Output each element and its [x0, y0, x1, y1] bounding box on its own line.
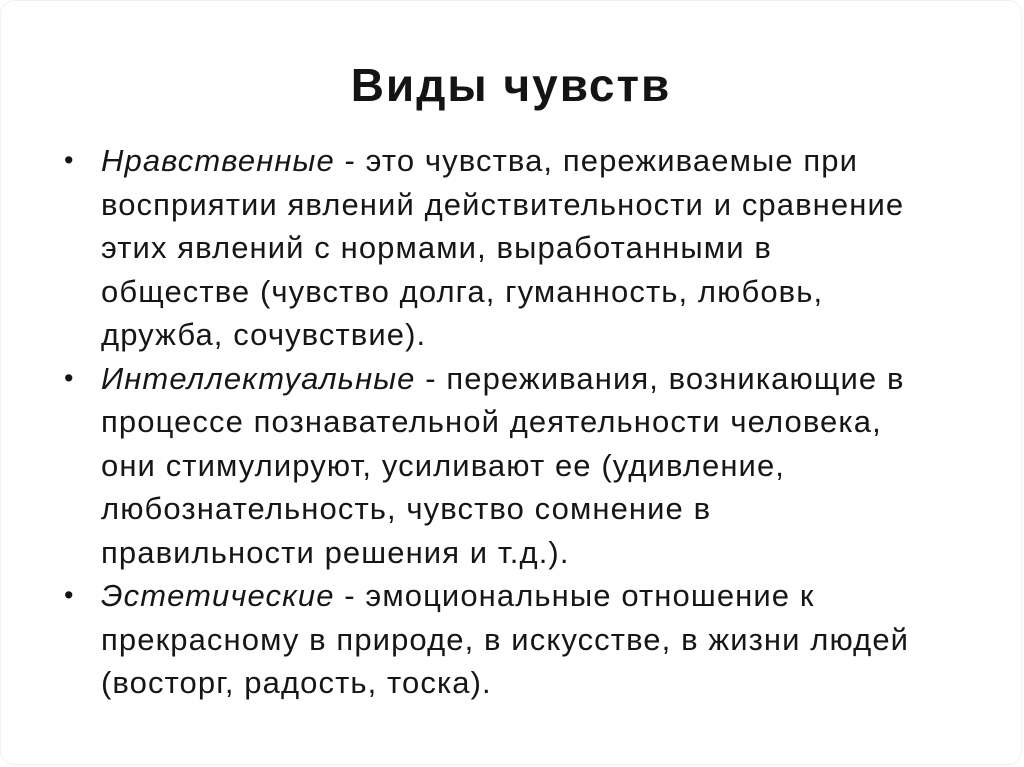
bullet-line: обществе (чувство долга, гуманность, любовь, — [101, 273, 824, 309]
bullet-dot: • — [64, 362, 74, 393]
bullet-line-rest: - эмоциональные отношение к — [334, 578, 815, 613]
bullet-term: Нравственные — [101, 143, 335, 178]
bullet-term: Эстетические — [101, 578, 335, 613]
bullet-item-aesthetic — [64, 574, 981, 705]
bullet-line: дружба, сочувствие). — [101, 317, 427, 352]
bullet-term: Интеллектуальные — [101, 360, 416, 396]
bullet-item-intellectual — [64, 357, 981, 575]
bullet-item-moral — [64, 139, 981, 357]
slide-title: Виды чувств — [350, 59, 672, 111]
bullet-line-rest: - переживания, возникающие в — [415, 360, 905, 396]
bullet-text — [101, 139, 981, 357]
bullet-text — [101, 357, 981, 575]
bullet-line: правильности решения и т.д.). — [101, 534, 570, 570]
bullet-line — [101, 574, 981, 618]
bullet-line — [101, 357, 981, 401]
bullet-line: процессе познавательной деятельности человека, — [101, 404, 882, 439]
bullet-list — [1, 139, 1021, 705]
bullet-dot: • — [64, 580, 74, 610]
bullet-text — [101, 574, 981, 705]
bullet-line: восприятии явлений действительности и сравнение — [101, 186, 905, 222]
bullet-line-rest: - это чувства, переживаемые при — [334, 143, 859, 178]
bullet-line: они стимулируют, усиливают ее (удивление, — [101, 447, 786, 483]
bullet-line: этих явлений с нормами, выработанными в — [101, 230, 772, 265]
bullet-line: (восторг, радость, тоска). — [101, 665, 492, 700]
bullet-dot: • — [64, 145, 74, 175]
bullet-line: любознательность, чувство сомнение в — [101, 491, 712, 526]
bullet-line: прекрасному в природе, в искусстве, в жизни людей — [101, 621, 910, 657]
bullet-line — [101, 139, 981, 183]
